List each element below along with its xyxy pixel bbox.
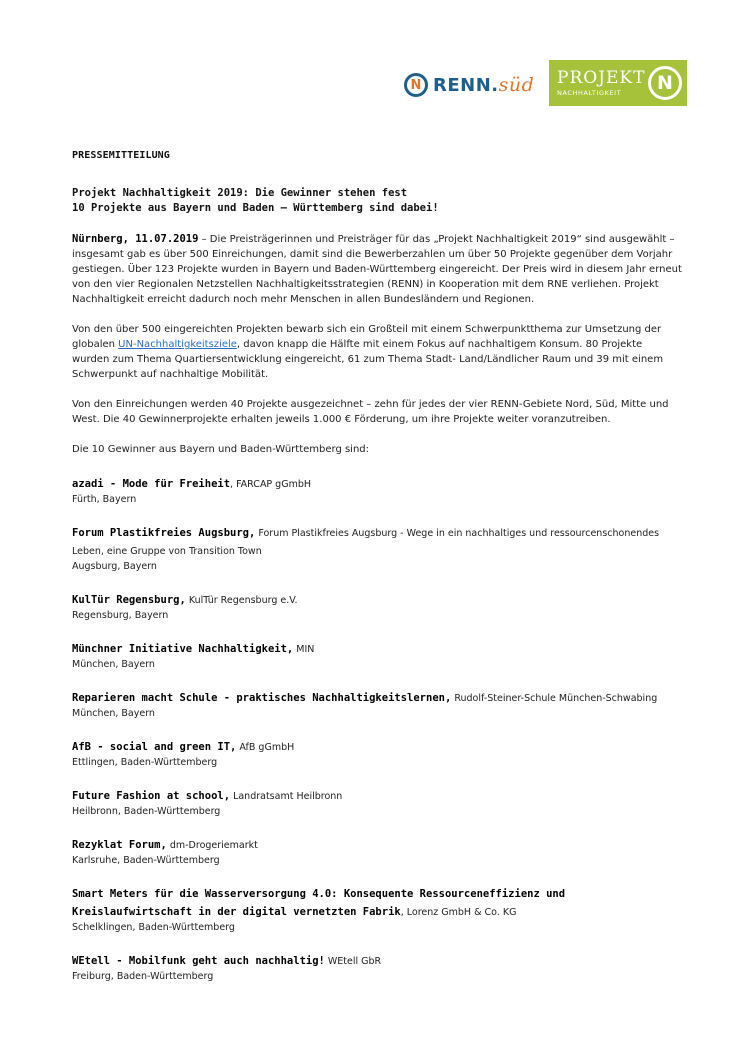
winner-title: KulTür Regensburg, [72,594,186,606]
winner-location: Freiburg, Baden-Württemberg [72,971,214,982]
paragraph-topics-end: , davon knapp die Hälfte mit einem Fokus auf nachhaltigem Konsum. 80 Projekte wurden zum Thema Quartiersentwicklung eingereicht, 61 zum Thema Stadt- Land/Ländlicher Raum und 39 mit einem Schwerpunkt auf nachhaltige Mobilität. [72,339,664,380]
winner-title: Future Fashion at school, [72,790,231,802]
winner-title: Münchner Initiative Nachhaltigkeit, [72,643,294,655]
winner-item [72,951,682,984]
winner-item [72,786,682,819]
winner-location: Heilbronn, Baden-Württemberg [72,806,221,817]
projekt-nachhaltigkeit-logo [549,60,687,106]
renn-logo-text [433,74,534,96]
winner-location: Karlsruhe, Baden-Württemberg [72,855,220,866]
paragraph-intro [72,232,682,307]
winner-item [72,590,682,623]
winner-item [72,639,682,672]
paragraph-awards: Von den Einreichungen werden 40 Projekte ausgezeichnet – zehn für jedes der vier RENN-Gebiete Nord, Süd, Mitte und West. Die 40 Gewinnerprojekte erhalten jeweils 1.000 € Förderung, um ihre Projekte weiter voranzutreiben. [72,399,669,425]
dateline: Nürnberg, 11.07.2019 [72,233,199,245]
winner-organization: , Lorenz GmbH & Co. KG [400,907,517,918]
winner-title: Forum Plastikfreies Augsburg, [72,527,256,539]
projekt-logo-word: PROJEKT [557,67,646,88]
nachhaltigkeit-logo-word: NACHHALTIGKEIT [557,88,622,97]
winner-item [72,474,682,507]
projekt-n-icon: N [648,66,682,100]
winner-title: AfB - social and green IT, [72,741,237,753]
winner-title: azadi - Mode für Freiheit [72,478,231,490]
renn-n-icon: N [404,73,428,97]
paragraph-topics [72,322,682,382]
winner-organization: KulTür Regensburg e.V. [185,595,298,606]
winner-title: WEtell - Mobilfunk geht auch nachhaltig! [72,955,325,967]
winner-location: Schelklingen, Baden-Württemberg [72,922,235,933]
winner-location: München, Bayern [72,659,155,670]
winner-organization: dm-Drogeriemarkt [166,840,258,851]
winner-title: Rezyklat Forum, [72,839,167,851]
winner-location: Regensburg, Bayern [72,610,169,621]
winner-organization: WEtell GbR [324,956,382,967]
winner-organization: AfB gGmbH [236,742,295,753]
winner-location: Augsburg, Bayern [72,561,157,572]
winner-item [72,688,682,721]
winner-organization: Landratsamt Heilbronn [230,791,343,802]
paragraph-winners-intro: Die 10 Gewinner aus Bayern und Baden-Württemberg sind: [72,444,370,455]
paragraph-intro-text: – Die Preisträgerinnen und Preisträger für das „Projekt Nachhaltigkeit 2019“ sind ausgewählt – insgesamt gab es über 500 Einreichungen, damit sind die Bewerberzahlen um über 50 Projekte gegenüber dem Vorjahr gestiegen. Über 123 Projekte wurden in Bayern und Baden-Württemberg eingereicht. Der Preis wird in diesem Jahr erneut von den vier Regionalen Netzstellen Nachhaltigkeitsstrategien (RENN) in Kooperation mit dem RNE verliehen. Projekt Nachhaltigkeit erreicht dadurch noch mehr Menschen in allen Bundesländern und Regionen. [72,234,682,305]
winner-location: München, Bayern [72,708,155,719]
winner-location: Fürth, Bayern [72,494,137,505]
winner-organization: , FARCAP gGmbH [230,479,312,490]
winner-item [72,884,682,935]
press-release-label: PRESSEMITTEILUNG [72,150,170,161]
winner-organization: Forum Plastikfreies Augsburg - Wege in ein nachhaltiges und ressourcenschonendes Leben, eine Gruppe von Transition Town [72,528,660,557]
winner-location: Ettlingen, Baden-Württemberg [72,757,218,768]
renn-sued-logo [404,70,534,100]
paragraph-topics-start: Von den über 500 eingereichten Projekten bewarb sich ein Großteil mit einem Schwerpunktthema zur Umsetzung der globalen [72,324,662,350]
winner-title: Smart Meters für die Wasserversorgung 4.0: Konsequente Ressourceneffizienz und Kreislaufwirtschaft in der digital vernetzten Fabrik [72,888,566,918]
headline-line-1: Projekt Nachhaltigkeit 2019: Die Gewinner stehen fest [72,187,408,199]
renn-logo-suffix: süd [498,74,535,96]
winner-organization: MIN [293,644,315,655]
renn-logo-name: RENN. [433,75,499,96]
winner-item [72,737,682,770]
headline-line-2: 10 Projekte aus Bayern und Baden – Württemberg sind dabei! [72,202,439,214]
winners-list [72,474,682,984]
un-sdg-link[interactable]: UN-Nachhaltigkeitsziele [118,339,237,350]
winner-item [72,835,682,868]
winner-organization: Rudolf-Steiner-Schule München-Schwabing [451,693,658,704]
winner-title: Reparieren macht Schule - praktisches Nachhaltigkeitslernen, [72,692,452,704]
document-body [72,150,682,984]
winner-item [72,523,682,574]
